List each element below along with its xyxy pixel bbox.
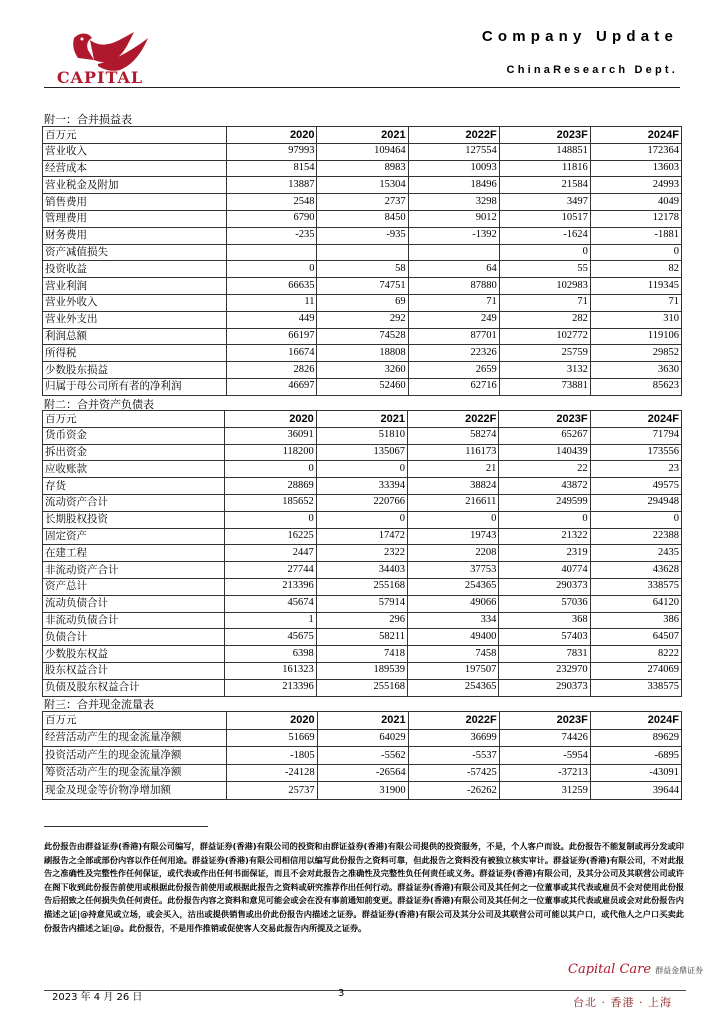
value-cell: 0 <box>408 511 499 528</box>
table-row <box>43 729 682 747</box>
value-cell: 18496 <box>408 177 499 194</box>
value-cell: 0 <box>590 244 681 261</box>
value-cell: 71 <box>590 294 681 311</box>
row-label: 销售费用 <box>43 194 227 211</box>
row-label: 流动负债合计 <box>43 595 225 612</box>
value-cell <box>226 244 317 261</box>
value-cell: 66197 <box>226 328 317 345</box>
value-cell: 31259 <box>499 782 590 800</box>
row-label: 管理费用 <box>43 210 227 227</box>
value-cell: 119345 <box>590 278 681 295</box>
value-cell: 2208 <box>408 545 499 562</box>
year-header-cell: 2023F <box>499 411 590 428</box>
value-cell: 27744 <box>225 562 316 579</box>
value-cell: 8154 <box>226 160 317 177</box>
year-header-cell: 2024F <box>590 712 681 730</box>
value-cell: 290373 <box>499 578 590 595</box>
value-cell: 11 <box>226 294 317 311</box>
value-cell: 334 <box>408 612 499 629</box>
value-cell: 8983 <box>317 160 408 177</box>
value-cell: 11816 <box>499 160 590 177</box>
value-cell: 2659 <box>408 362 499 379</box>
value-cell: 52460 <box>317 378 408 395</box>
value-cell: 197507 <box>408 662 499 679</box>
value-cell: 21 <box>408 461 499 478</box>
value-cell: 2319 <box>499 545 590 562</box>
row-label: 营业税金及附加 <box>43 177 227 194</box>
value-cell: 172364 <box>590 143 681 160</box>
row-label: 少数股东权益 <box>43 646 225 663</box>
value-cell: 49066 <box>408 595 499 612</box>
table-row <box>43 294 682 311</box>
value-cell: 71 <box>499 294 590 311</box>
row-label: 存货 <box>43 478 225 495</box>
value-cell: 0 <box>590 511 681 528</box>
value-cell: 292 <box>317 311 408 328</box>
value-cell: 4049 <box>590 194 681 211</box>
value-cell: 3132 <box>499 362 590 379</box>
value-cell: 62716 <box>408 378 499 395</box>
row-label: 营业利润 <box>43 278 227 295</box>
row-label: 筹资活动产生的现金流量净额 <box>43 764 227 782</box>
row-label: 经营成本 <box>43 160 227 177</box>
table-row <box>43 629 682 646</box>
table-row <box>43 362 682 379</box>
value-cell: 22 <box>499 461 590 478</box>
value-cell: 28869 <box>225 478 316 495</box>
table-row <box>43 511 682 528</box>
value-cell: 45675 <box>225 629 316 646</box>
table-row <box>43 278 682 295</box>
value-cell: 34403 <box>316 562 407 579</box>
value-cell: 0 <box>225 461 316 478</box>
value-cell: 58274 <box>408 427 499 444</box>
cashflow-statement-title: 附三：合并现金流量表 <box>44 698 154 711</box>
value-cell: 21322 <box>499 528 590 545</box>
value-cell: 310 <box>590 311 681 328</box>
value-cell <box>317 244 408 261</box>
row-label: 投资收益 <box>43 261 227 278</box>
value-cell: 2826 <box>226 362 317 379</box>
row-label: 少数股东损益 <box>43 362 227 379</box>
row-label: 拆出资金 <box>43 444 225 461</box>
value-cell: -1624 <box>499 227 590 244</box>
value-cell: 74751 <box>317 278 408 295</box>
year-header-cell: 2020 <box>226 127 317 144</box>
value-cell: 23 <box>590 461 681 478</box>
value-cell: 386 <box>590 612 681 629</box>
value-cell: 36091 <box>225 427 316 444</box>
value-cell: -37213 <box>499 764 590 782</box>
value-cell: 135067 <box>316 444 407 461</box>
value-cell: 3630 <box>590 362 681 379</box>
balance-sheet-table <box>42 410 682 697</box>
value-cell: -935 <box>317 227 408 244</box>
page-header <box>0 0 724 95</box>
value-cell: 49400 <box>408 629 499 646</box>
value-cell: 2447 <box>225 545 316 562</box>
table-row <box>43 378 682 395</box>
table-row <box>43 478 682 495</box>
report-type-title: Company Update <box>481 28 678 45</box>
unit-cell: 百万元 <box>43 127 227 144</box>
value-cell: 0 <box>225 511 316 528</box>
table-row <box>43 261 682 278</box>
row-label: 应收账款 <box>43 461 225 478</box>
value-cell: 29852 <box>590 345 681 362</box>
value-cell: 0 <box>226 261 317 278</box>
office-cities: 台北 · 香港 · 上海 <box>573 996 672 1009</box>
value-cell: 25737 <box>226 782 317 800</box>
value-cell: 213396 <box>225 578 316 595</box>
value-cell: 15304 <box>317 177 408 194</box>
value-cell: 31900 <box>317 782 408 800</box>
income-statement-table <box>42 126 682 396</box>
value-cell: 17472 <box>316 528 407 545</box>
table-row <box>43 578 682 595</box>
value-cell: 0 <box>499 244 590 261</box>
disclaimer-text: 此份报告由群益证券(香港)有限公司编写，群益证券(香港)有限公司的投资和由群证益券(香港)有限公司提供的投资服务，不是，个人客户而设。此份报告不能复制或再分发或印刷报告之全部或部份内容以作任何用途。群益证券(香港)有限公司相信用以编写此份报告之资料可靠，但此报告之资料没有被独立核实审计。群益证券(香港)有限公司，不对此报告之准确性及完整性作任何保证，或代表或作出任何书面保证，而且不会对此报告之准确性及完整性负任何责任或义务。群益证券(香港)有限公司，及其分公司及其联营公司或许在阁下收到此份报告前使用或根据此份报告前使用或根据此报告之资料或研究推荐作出任何行动。群益证券(香港)有限公司及其任何之一位董事或其代表或雇员不会对使用此份报告后招致之任何损失负任何责任。此份报告内容之资料和意见可能会或会在没有事前通知前变更。群益证券(香港)有限公司及其任何之一位董事或其代表或雇员或会对此份报告内描述之证|@持意见或立场，或会买入，沽出或提供销售或出价此份报告内描述之证券。群益证券(香港)有限公司及其分公司及其联营公司可能以其户口，或代他人之户口买卖此份报告内描述之证|@。此份报告，不是用作推销或促使客人交易此报告内所提及之证券。 <box>44 841 684 933</box>
value-cell: 282 <box>499 311 590 328</box>
value-cell: 249599 <box>499 494 590 511</box>
unit-cell: 百万元 <box>43 712 227 730</box>
table-row <box>43 764 682 782</box>
value-cell: 0 <box>499 511 590 528</box>
table-row <box>43 747 682 765</box>
row-label: 经营活动产生的现金流量净额 <box>43 729 227 747</box>
value-cell: 87701 <box>408 328 499 345</box>
row-label: 投资活动产生的现金流量净额 <box>43 747 227 765</box>
value-cell: -24128 <box>226 764 317 782</box>
value-cell: 7831 <box>499 646 590 663</box>
value-cell: 57036 <box>499 595 590 612</box>
value-cell: 2737 <box>317 194 408 211</box>
value-cell: 74426 <box>499 729 590 747</box>
value-cell: 2435 <box>590 545 681 562</box>
value-cell: 22326 <box>408 345 499 362</box>
capital-care-sub: 群益金鼎证券 <box>655 966 704 975</box>
value-cell: 140439 <box>499 444 590 461</box>
table-row <box>43 427 682 444</box>
value-cell: 64029 <box>317 729 408 747</box>
value-cell: 1 <box>225 612 316 629</box>
value-cell: 64 <box>408 261 499 278</box>
row-label: 非流动负债合计 <box>43 612 225 629</box>
value-cell: -235 <box>226 227 317 244</box>
row-label: 营业外收入 <box>43 294 227 311</box>
value-cell: 290373 <box>499 679 590 696</box>
year-header-cell: 2022F <box>408 712 499 730</box>
year-header-cell: 2021 <box>316 411 407 428</box>
value-cell: 255168 <box>316 679 407 696</box>
footnote-rule <box>44 826 208 827</box>
value-cell: 40774 <box>499 562 590 579</box>
row-label: 负债及股东权益合计 <box>43 679 225 696</box>
value-cell: 8222 <box>590 646 681 663</box>
value-cell: 216611 <box>408 494 499 511</box>
value-cell: 22388 <box>590 528 681 545</box>
value-cell: 338575 <box>590 679 681 696</box>
table-row <box>43 461 682 478</box>
table-row <box>43 679 682 696</box>
row-label: 财务费用 <box>43 227 227 244</box>
value-cell: 25759 <box>499 345 590 362</box>
table-row <box>43 177 682 194</box>
value-cell: 368 <box>499 612 590 629</box>
row-label: 非流动资产合计 <box>43 562 225 579</box>
capital-care-brand: Capital Care <box>568 962 652 977</box>
value-cell: -5537 <box>408 747 499 765</box>
table-row <box>43 210 682 227</box>
table-row <box>43 227 682 244</box>
value-cell: 16225 <box>225 528 316 545</box>
value-cell: 45674 <box>225 595 316 612</box>
page-number: 3 <box>338 988 345 999</box>
unit-cell: 百万元 <box>43 411 225 428</box>
row-label: 归属于母公司所有者的净利润 <box>43 378 227 395</box>
value-cell: 0 <box>316 461 407 478</box>
table-row <box>43 494 682 511</box>
table-row <box>43 244 682 261</box>
year-header-cell: 2024F <box>590 127 681 144</box>
year-header-cell: 2022F <box>408 411 499 428</box>
value-cell: 9012 <box>408 210 499 227</box>
balance-sheet-title: 附二：合并资产负债表 <box>44 398 154 411</box>
value-cell: -5954 <box>499 747 590 765</box>
table-row <box>43 646 682 663</box>
row-label: 流动资产合计 <box>43 494 225 511</box>
value-cell: 73881 <box>499 378 590 395</box>
value-cell: 249 <box>408 311 499 328</box>
cashflow-statement-table <box>42 711 682 800</box>
value-cell: 64120 <box>590 595 681 612</box>
table-header-row <box>43 712 682 730</box>
year-header-cell: 2022F <box>408 127 499 144</box>
table-row <box>43 328 682 345</box>
value-cell: 12178 <box>590 210 681 227</box>
value-cell: 294948 <box>590 494 681 511</box>
value-cell: 8450 <box>317 210 408 227</box>
value-cell: 69 <box>317 294 408 311</box>
header-divider <box>44 87 680 88</box>
value-cell: 21584 <box>499 177 590 194</box>
value-cell: -26262 <box>408 782 499 800</box>
value-cell: 127554 <box>408 143 499 160</box>
table-header-row <box>43 411 682 428</box>
row-label: 营业收入 <box>43 143 227 160</box>
value-cell: 55 <box>499 261 590 278</box>
value-cell: 189539 <box>316 662 407 679</box>
value-cell: 3497 <box>499 194 590 211</box>
value-cell: 173556 <box>590 444 681 461</box>
value-cell: 109464 <box>317 143 408 160</box>
table-row <box>43 444 682 461</box>
row-label: 在建工程 <box>43 545 225 562</box>
value-cell: 43872 <box>499 478 590 495</box>
department-label: ChinaResearch Dept. <box>506 64 678 76</box>
value-cell: 116173 <box>408 444 499 461</box>
row-label: 营业外支出 <box>43 311 227 328</box>
value-cell: 7458 <box>408 646 499 663</box>
value-cell: 66635 <box>226 278 317 295</box>
value-cell: 39644 <box>590 782 681 800</box>
table-row <box>43 562 682 579</box>
year-header-cell: 2021 <box>317 712 408 730</box>
value-cell: 2548 <box>226 194 317 211</box>
value-cell: 296 <box>316 612 407 629</box>
value-cell: -57425 <box>408 764 499 782</box>
table-header-row <box>43 127 682 144</box>
value-cell: 274069 <box>590 662 681 679</box>
row-label: 负债合计 <box>43 629 225 646</box>
value-cell: 148851 <box>499 143 590 160</box>
year-header-cell: 2023F <box>499 712 590 730</box>
value-cell: 220766 <box>316 494 407 511</box>
table-row <box>43 782 682 800</box>
value-cell: 89629 <box>590 729 681 747</box>
value-cell: 43628 <box>590 562 681 579</box>
capital-logo-text: CAPITAL <box>56 68 144 87</box>
value-cell: 10517 <box>499 210 590 227</box>
value-cell: -6895 <box>590 747 681 765</box>
value-cell: -26564 <box>317 764 408 782</box>
value-cell: 119106 <box>590 328 681 345</box>
value-cell: 58 <box>317 261 408 278</box>
value-cell: 49575 <box>590 478 681 495</box>
table-row <box>43 612 682 629</box>
value-cell: 64507 <box>590 629 681 646</box>
row-label: 股东权益合计 <box>43 662 225 679</box>
table-row <box>43 160 682 177</box>
value-cell: 0 <box>316 511 407 528</box>
value-cell: 13603 <box>590 160 681 177</box>
year-header-cell: 2020 <box>225 411 316 428</box>
table-row <box>43 545 682 562</box>
row-label: 资产总计 <box>43 578 225 595</box>
value-cell: 74528 <box>317 328 408 345</box>
value-cell: -1881 <box>590 227 681 244</box>
table-row <box>43 528 682 545</box>
value-cell: 449 <box>226 311 317 328</box>
value-cell <box>408 244 499 261</box>
year-header-cell: 2024F <box>590 411 681 428</box>
value-cell: 13887 <box>226 177 317 194</box>
value-cell: 254365 <box>408 679 499 696</box>
value-cell: 82 <box>590 261 681 278</box>
value-cell: 51669 <box>226 729 317 747</box>
value-cell: -43091 <box>590 764 681 782</box>
value-cell: 6398 <box>225 646 316 663</box>
row-label: 所得税 <box>43 345 227 362</box>
year-header-cell: 2021 <box>317 127 408 144</box>
value-cell: 71794 <box>590 427 681 444</box>
value-cell: 102772 <box>499 328 590 345</box>
income-statement-title: 附一：合并损益表 <box>44 113 132 126</box>
value-cell: 65267 <box>499 427 590 444</box>
value-cell: 46697 <box>226 378 317 395</box>
table-row <box>43 595 682 612</box>
value-cell: 57403 <box>499 629 590 646</box>
value-cell: 102983 <box>499 278 590 295</box>
row-label: 利润总额 <box>43 328 227 345</box>
value-cell: 185652 <box>225 494 316 511</box>
value-cell: 51810 <box>316 427 407 444</box>
value-cell: 85623 <box>590 378 681 395</box>
value-cell: 232970 <box>499 662 590 679</box>
value-cell: 57914 <box>316 595 407 612</box>
row-label: 货币资金 <box>43 427 225 444</box>
value-cell: 37753 <box>408 562 499 579</box>
table-row <box>43 662 682 679</box>
value-cell: 24993 <box>590 177 681 194</box>
year-header-cell: 2023F <box>499 127 590 144</box>
value-cell: 7418 <box>316 646 407 663</box>
value-cell: 33394 <box>316 478 407 495</box>
row-label: 现金及现金等价物净增加额 <box>43 782 227 800</box>
row-label: 长期股权投资 <box>43 511 225 528</box>
value-cell: 254365 <box>408 578 499 595</box>
value-cell: -1392 <box>408 227 499 244</box>
value-cell: 6790 <box>226 210 317 227</box>
table-row <box>43 345 682 362</box>
value-cell: 161323 <box>225 662 316 679</box>
value-cell: 3298 <box>408 194 499 211</box>
value-cell: 213396 <box>225 679 316 696</box>
report-date: 2023 年 4 月 26 日 <box>52 992 143 1003</box>
table-row <box>43 194 682 211</box>
value-cell: 18808 <box>317 345 408 362</box>
value-cell: 38824 <box>408 478 499 495</box>
value-cell: 3260 <box>317 362 408 379</box>
value-cell: -5562 <box>317 747 408 765</box>
row-label: 固定资产 <box>43 528 225 545</box>
value-cell: 71 <box>408 294 499 311</box>
capital-care-logo <box>568 962 703 977</box>
value-cell: 58211 <box>316 629 407 646</box>
value-cell: -1805 <box>226 747 317 765</box>
value-cell: 97993 <box>226 143 317 160</box>
value-cell: 338575 <box>590 578 681 595</box>
row-label: 资产减值损失 <box>43 244 227 261</box>
value-cell: 118200 <box>225 444 316 461</box>
value-cell: 36699 <box>408 729 499 747</box>
value-cell: 87880 <box>408 278 499 295</box>
value-cell: 16674 <box>226 345 317 362</box>
year-header-cell: 2020 <box>226 712 317 730</box>
table-row <box>43 143 682 160</box>
value-cell: 255168 <box>316 578 407 595</box>
value-cell: 2322 <box>316 545 407 562</box>
table-row <box>43 311 682 328</box>
value-cell: 19743 <box>408 528 499 545</box>
value-cell: 10093 <box>408 160 499 177</box>
